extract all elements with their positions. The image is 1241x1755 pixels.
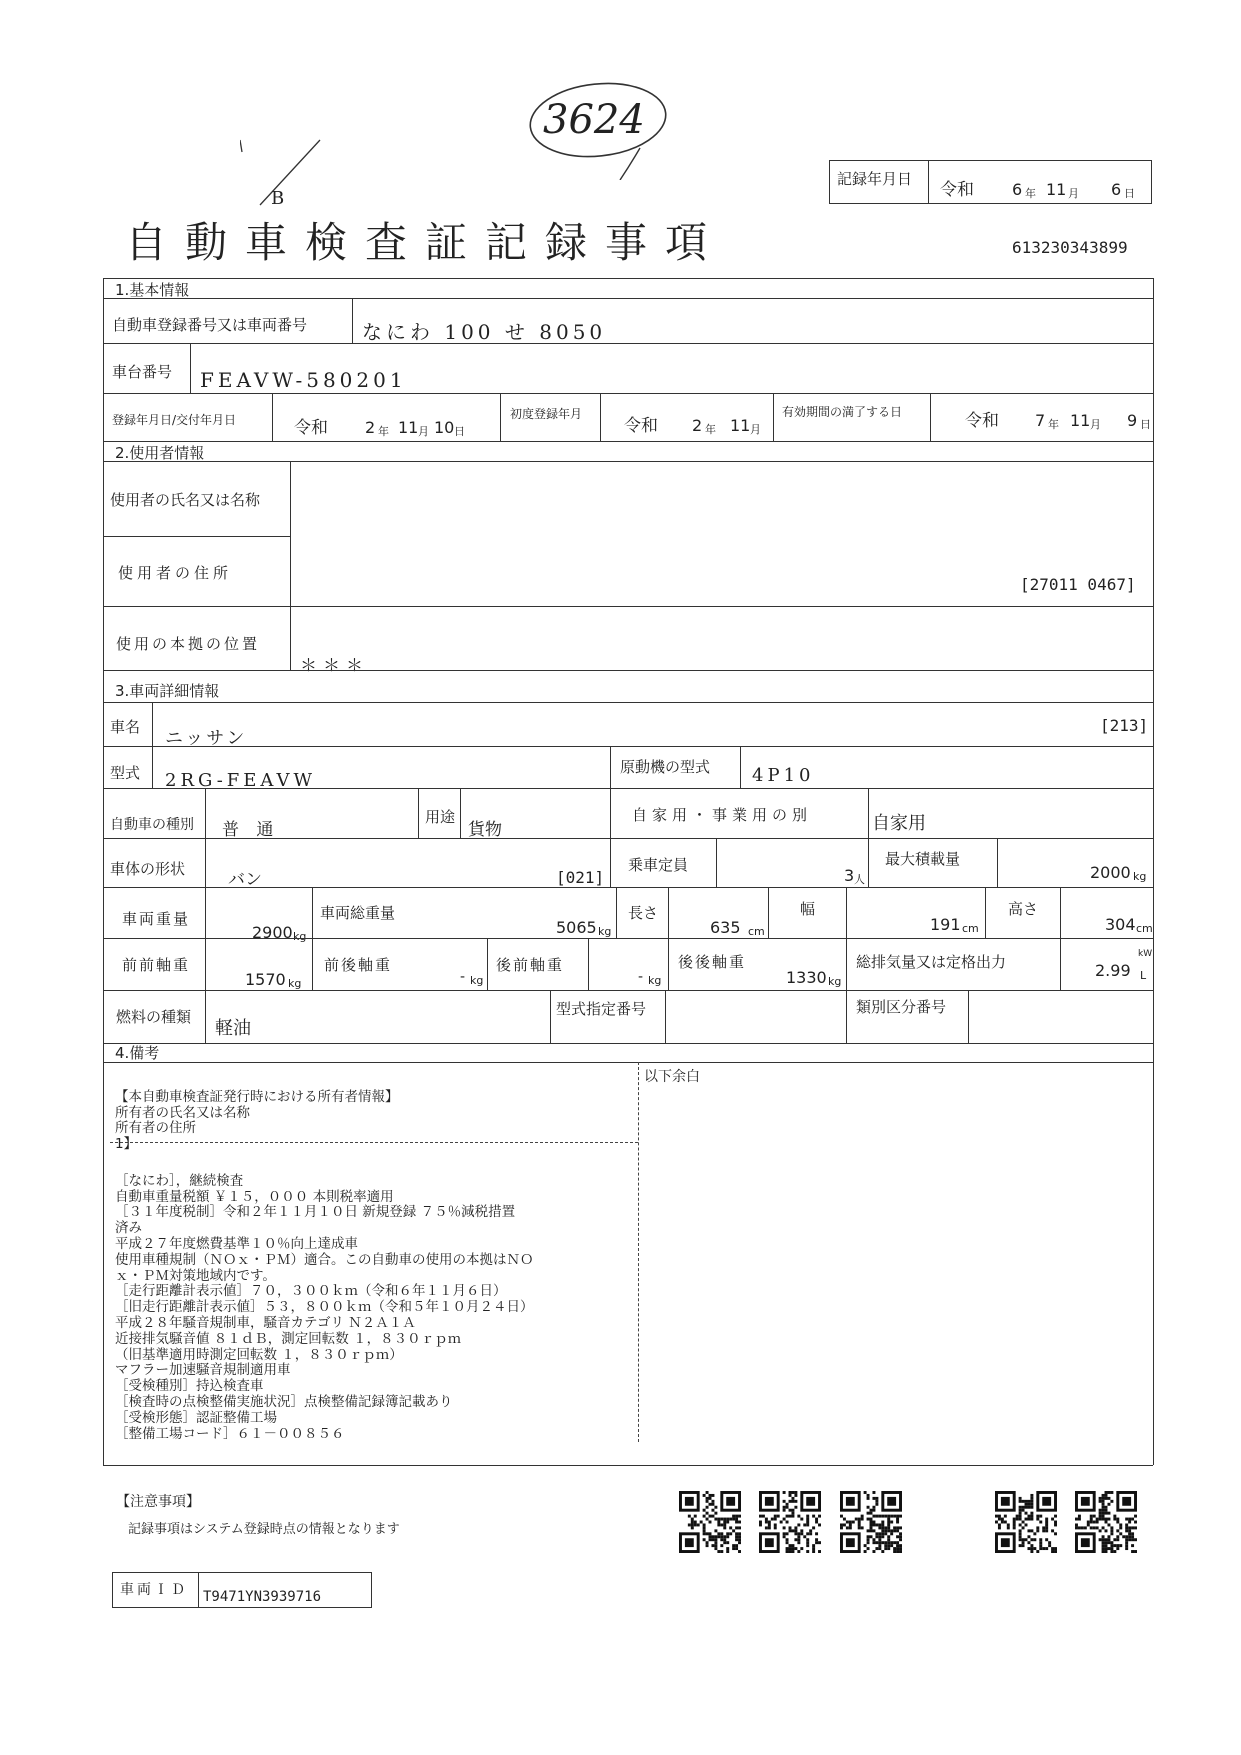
remarks-line: 平成２８年騒音規制車，騒音カテゴリ Ｎ２Ａ１Ａ <box>115 1314 416 1331</box>
expiry-date-day: 9 <box>1127 411 1138 430</box>
remarks-line: ［なにわ］，継続検査 <box>115 1172 244 1189</box>
day-unit: 日 <box>1124 187 1135 200</box>
month-unit: 月 <box>1068 187 1079 200</box>
month-unit: 月 <box>1090 418 1101 431</box>
registration-date-label: 登録年月日/交付年月日 <box>112 413 237 427</box>
section-3-heading: 3.車両詳細情報 <box>115 682 220 700</box>
capacity-label: 乗車定員 <box>628 856 689 874</box>
type-designation-label: 型式指定番号 <box>556 1000 647 1018</box>
section-2-heading: 2.使用者情報 <box>115 444 205 462</box>
max-load-label: 最大積載量 <box>885 850 961 868</box>
document-title: 自動車検査証記録事項 <box>125 218 726 267</box>
day-unit: 日 <box>454 425 465 438</box>
year-unit: 年 <box>705 423 716 436</box>
car-name-value: ニッサン <box>165 728 248 749</box>
section-4-heading: 4.備考 <box>115 1044 160 1062</box>
registration-date-era: 令和 <box>294 418 328 438</box>
capacity-value: 3 <box>844 866 855 885</box>
user-address-code: [27011 0467] <box>1020 575 1136 594</box>
body-shape-value: バン <box>228 870 262 890</box>
year-unit: 年 <box>1048 418 1059 431</box>
length-value: 635 <box>710 918 741 937</box>
cm-unit: cm <box>1136 922 1153 935</box>
qr-code-2 <box>759 1491 821 1553</box>
use-value: 貨物 <box>468 820 502 840</box>
qr-code-4 <box>995 1491 1057 1553</box>
kg-unit: kg <box>648 974 662 987</box>
record-date-label: 記録年月日 <box>837 170 913 188</box>
kg-unit: kg <box>828 975 842 988</box>
year-unit: 年 <box>1025 187 1036 200</box>
vehicle-id-value: T9471YN3939716 <box>203 1589 322 1605</box>
notes-text: 記録事項はシステム登録時点の情報となります <box>128 1522 400 1537</box>
fuel-type-label: 燃料の種類 <box>116 1008 192 1026</box>
cm-unit: cm <box>962 922 979 935</box>
first-registration-month: 11 <box>730 416 751 435</box>
qr-code-3 <box>840 1491 902 1553</box>
vehicle-weight-label: 車両重量 <box>122 910 191 928</box>
remarks-line: ［検査時の点検整備実施状況］点検整備記録簿記載あり <box>115 1393 453 1410</box>
remarks-line: 所有者の氏名又は名称 <box>115 1104 250 1121</box>
front-rear-axle-value: - <box>460 969 466 985</box>
remarks-line: 近接排気騒音値 ８１ｄＢ，測定回転数 １，８３０ｒｐｍ <box>115 1330 462 1347</box>
front-front-axle-label: 前前軸重 <box>122 956 191 974</box>
remarks-line: ［受検種別］持込検査車 <box>115 1378 264 1395</box>
car-name-code: [213] <box>1100 716 1149 735</box>
mark-b: B <box>271 188 285 209</box>
rear-front-axle-value: - <box>638 969 644 985</box>
displacement-label: 総排気量又は定格出力 <box>856 953 1007 971</box>
car-name-label: 車名 <box>110 718 141 736</box>
front-rear-axle-label: 前後軸重 <box>324 956 393 974</box>
record-date-day: 6 <box>1111 180 1122 199</box>
model-label: 型式 <box>110 764 141 782</box>
qr-code-5 <box>1075 1491 1137 1553</box>
registration-date-year: 2 <box>365 418 376 437</box>
first-registration-era: 令和 <box>624 416 658 436</box>
first-registration-label: 初度登録年月 <box>510 407 583 421</box>
registration-number-label: 自動車登録番号又は車両番号 <box>112 316 308 334</box>
remarks-line: ｘ・ＰＭ対策地域内です。 <box>115 1267 276 1284</box>
use-label: 用途 <box>425 808 456 826</box>
body-shape-code: [021] <box>556 868 605 887</box>
remarks-line: 自動車重量税額 ￥１５，０００ 本則税率適用 <box>115 1188 394 1205</box>
engine-model-value: 4P10 <box>752 765 815 786</box>
vehicle-kind-label: 自動車の種別 <box>110 817 194 833</box>
remarks-line: ［３１年度税制］令和２年１１月１０日 新規登録 ７５％減税措置 <box>115 1204 516 1221</box>
remarks-line: 1】 <box>115 1136 138 1153</box>
document-number: 613230343899 <box>1012 238 1128 257</box>
expiry-date-label: 有効期間の満了する日 <box>782 405 903 419</box>
day-unit: 日 <box>1140 418 1151 431</box>
rear-front-axle-label: 後前軸重 <box>496 956 565 974</box>
length-label: 長さ <box>628 904 659 922</box>
chassis-number-label: 車台番号 <box>112 363 173 381</box>
kg-unit: kg <box>288 977 302 990</box>
remarks-line: 済み <box>115 1220 142 1237</box>
liter-unit: L <box>1140 969 1147 982</box>
record-date-year: 6 <box>1012 180 1023 199</box>
registration-date-day: 10 <box>434 418 455 437</box>
height-value: 304 <box>1105 915 1136 934</box>
record-date-month: 11 <box>1046 180 1067 199</box>
year-unit: 年 <box>378 425 389 438</box>
remarks-line: ［旧走行距離計表示値］５３，８００ｋｍ（令和５年１０月２４日） <box>115 1299 534 1316</box>
expiry-date-year: 7 <box>1035 411 1046 430</box>
user-name-label: 使用者の氏名又は名称 <box>110 491 261 509</box>
width-label: 幅 <box>800 900 816 918</box>
month-unit: 月 <box>418 425 429 438</box>
remarks-inspection-block <box>115 1158 534 1458</box>
chassis-number-value: FEAVW-580201 <box>200 368 407 392</box>
registration-date-month: 11 <box>398 418 419 437</box>
gross-weight-label: 車両総重量 <box>320 904 396 922</box>
remarks-line: マフラー加速騒音規制適用車 <box>115 1362 291 1379</box>
remarks-line: ［受検形態］認証整備工場 <box>115 1409 277 1426</box>
private-business-value: 自家用 <box>872 813 926 834</box>
kw-unit: kW <box>1138 949 1153 959</box>
displacement-value: 2.99 <box>1095 961 1131 980</box>
kg-unit: kg <box>470 974 484 987</box>
remarks-end-note: 以下余白 <box>644 1069 700 1085</box>
expiry-date-era: 令和 <box>965 411 999 431</box>
max-load-value: 2000 <box>1090 863 1131 882</box>
kg-unit: kg <box>293 930 307 943</box>
remarks-owner-block <box>115 1074 399 1169</box>
width-value: 191 <box>930 915 961 934</box>
remarks-line: 【本自動車検査証発行時における所有者情報】 <box>115 1088 399 1105</box>
remarks-line: 平成２７年度燃費基準１０％向上達成車 <box>115 1235 358 1252</box>
remarks-line: ［走行距離計表示値］７０，３００ｋｍ（令和６年１１月６日） <box>115 1283 507 1300</box>
notes-heading: 【注意事項】 <box>116 1494 200 1510</box>
remarks-line: 使用車種規制（ＮＯｘ・ＰＭ）適合。この自動車の使用の本拠はＮＯ <box>115 1251 534 1268</box>
rear-rear-axle-value: 1330 <box>786 968 827 987</box>
registration-number-value: なにわ 100 せ 8050 <box>362 320 607 344</box>
private-business-label: 自家用・事業用の別 <box>632 806 813 824</box>
person-unit: 人 <box>854 873 865 886</box>
front-front-axle-value: 1570 <box>245 970 286 989</box>
cm-unit: cm <box>748 925 765 938</box>
height-label: 高さ <box>1008 900 1039 918</box>
classification-label: 類別区分番号 <box>856 998 947 1016</box>
month-unit: 月 <box>750 423 761 436</box>
engine-model-label: 原動機の型式 <box>620 758 711 776</box>
base-location-value: ＊＊＊ <box>300 656 369 676</box>
model-value: 2RG-FEAVW <box>165 770 317 791</box>
kg-unit: kg <box>598 925 612 938</box>
fuel-type-value: 軽油 <box>215 1018 251 1039</box>
rear-rear-axle-label: 後後軸重 <box>678 953 747 971</box>
vehicle-weight-value: 2900 <box>252 923 293 942</box>
gross-weight-value: 5065 <box>556 918 597 937</box>
handwritten-number: 3624 <box>543 97 645 143</box>
first-registration-year: 2 <box>692 416 703 435</box>
user-address-label: 使用者の住所 <box>118 564 233 582</box>
body-shape-label: 車体の形状 <box>110 860 186 878</box>
base-location-label: 使用の本拠の位置 <box>116 635 261 653</box>
vehicle-id-label: 車両ＩＤ <box>120 1582 188 1598</box>
vehicle-kind-value: 普 通 <box>222 820 280 840</box>
expiry-date-month: 11 <box>1070 411 1091 430</box>
remarks-line: （旧基準適用時測定回転数 １，８３０ｒｐｍ） <box>115 1346 403 1363</box>
qr-code-1 <box>679 1491 741 1553</box>
record-date-era: 令和 <box>940 180 974 200</box>
stamp-mark-lines <box>240 130 360 210</box>
remarks-line: ［整備工場コード］６１－００８５６ <box>115 1425 345 1442</box>
section-1-heading: 1.基本情報 <box>115 281 190 299</box>
kg-unit: kg <box>1133 870 1147 883</box>
remarks-line: 所有者の住所 <box>115 1120 196 1137</box>
